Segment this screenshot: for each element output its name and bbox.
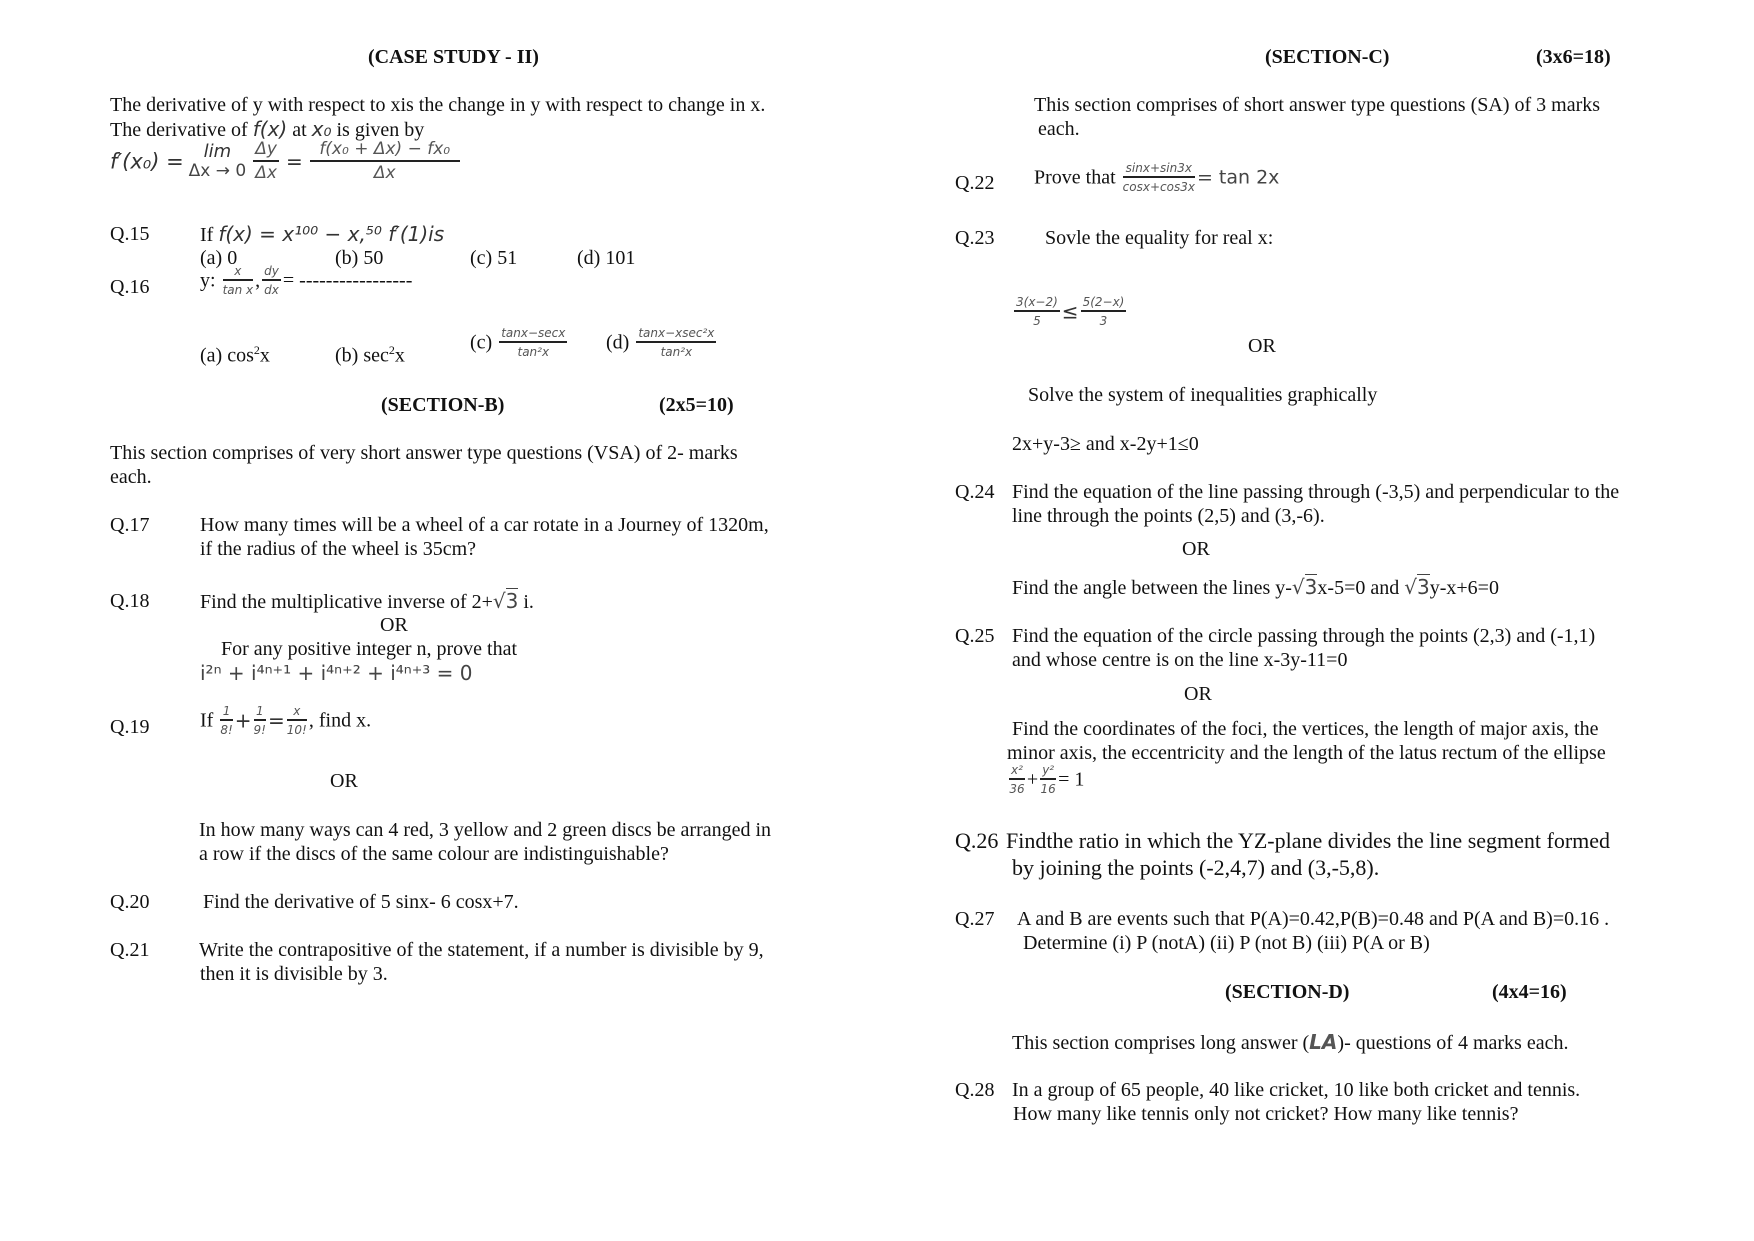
section-d-marks: (4x4=16) — [1492, 981, 1567, 1003]
ellipse-equation: $\frac{\text{x²}}{36}$ + $\frac{\text{y²}}{16}$ = 1 — [1009, 763, 1085, 796]
section-b-title: (SECTION-B) — [381, 394, 505, 416]
q21-line-2: then it is divisible by 3. — [200, 963, 388, 985]
q19-alt-line-2: a row if the discs of the same colour are indistinguishable? — [199, 843, 669, 865]
q17-line-2: if the radius of the wheel is 35cm? — [200, 538, 477, 560]
x0-math: x₀ — [311, 117, 332, 141]
q28-label: Q.28 — [955, 1079, 995, 1101]
q26-label: Q.26 — [955, 828, 999, 853]
q19-or: OR — [330, 770, 358, 792]
q18-label: Q.18 — [110, 590, 150, 612]
q23-alt-line-1: Solve the system of inequalities graphically — [1028, 384, 1378, 406]
q15-label: Q.15 — [110, 223, 150, 245]
q16-text: y: $\frac{x}{\text{tan x}}$ , $\frac{dy}{dx}$ = ----------------- — [200, 264, 413, 297]
q25-alt-line-1: Find the coordinates of the foci, the vertices, the length of major axis, the — [1012, 718, 1599, 740]
q16-option-b: (b) $\sec^2x$ — [335, 343, 405, 367]
intro-line-1: The derivative of y with respect to xis the change in y with respect to change in x. — [110, 94, 766, 116]
sqrt-3: √3 — [492, 589, 519, 613]
section-d-title: (SECTION-D) — [1225, 981, 1350, 1003]
q21-label: Q.21 — [110, 939, 150, 961]
q18-or: OR — [380, 614, 408, 636]
q22-label: Q.22 — [955, 172, 995, 194]
section-b-marks: (2x5=10) — [659, 394, 734, 416]
q23-label: Q.23 — [955, 227, 995, 249]
q24-line-1: Find the equation of the line passing through (-3,5) and perpendicular to the — [1012, 481, 1620, 503]
q15-option-c: (c) 51 — [470, 247, 518, 269]
q20-label: Q.20 — [110, 891, 150, 913]
q18-text: Find the multiplicative inverse of 2+√3 i. — [200, 589, 534, 613]
q25-or: OR — [1184, 683, 1212, 705]
q18-alt-line-1: For any positive integer n, prove that — [221, 638, 518, 660]
q19-alt-line-1: In how many ways can 4 red, 3 yellow and 2 green discs be arranged in — [199, 819, 772, 841]
q19-text: If $\frac{1}{8!}$ + $\frac{1}{9!}$ = $\frac{x}{10!}$ , find x. — [200, 704, 372, 737]
q23-or: OR — [1248, 335, 1276, 357]
q24-line-2: line through the points (2,5) and (3,-6). — [1012, 505, 1325, 527]
q25-alt-line-2: minor axis, the eccentricity and the length of the latus rectum of the ellipse — [1007, 742, 1606, 764]
q23-text: Sovle the equality for real x: — [1045, 227, 1274, 249]
q28-line-2: How many like tennis only not cricket? How many like tennis? — [1013, 1103, 1519, 1125]
q25-label: Q.25 — [955, 625, 995, 647]
section-c-marks: (3x6=18) — [1536, 46, 1611, 68]
dy-dx-fraction: $\frac{\Delta y}{\Delta x}$ — [255, 139, 277, 183]
q15-option-d: (d) 101 — [577, 247, 636, 269]
q27-line-2: Determine (i) P (notA) (ii) P (not B) (iii) P(A or B) — [1023, 932, 1430, 954]
q26-line-1: Findthe ratio in which the YZ-plane divides the line segment formed — [1006, 828, 1611, 853]
q16-option-d: (d) $\frac{\text{tanx−xsec²x}}{\text{tan²x}}$ — [606, 326, 715, 359]
q17-label: Q.17 — [110, 514, 150, 536]
section-c-desc-line-1: This section comprises of short answer type questions (SA) of 3 marks — [1034, 94, 1601, 116]
derivative-definition-formula: f′(x₀) = lim Δx → 0 $\frac{\Delta y}{\Delta x}$ = $\frac{\text{f(x₀ + Δx) − fx₀}}{\Delta x}$ — [110, 141, 462, 193]
q25-line-2: and whose centre is on the line x-3y-11=0 — [1012, 649, 1348, 671]
q25-line-1: Find the equation of the circle passing through the points (2,3) and (-1,1) — [1012, 625, 1596, 647]
section-c-desc-line-2: each. — [1038, 118, 1080, 140]
q21-line-1: Write the contrapositive of the statement, if a number is divisible by 9, — [199, 939, 764, 961]
q15-text: If f(x) = x¹⁰⁰ − x,⁵⁰ f′(1)is — [200, 222, 445, 246]
section-c-title: (SECTION-C) — [1265, 46, 1390, 68]
q23-inequality: $\frac{3(x-2)}{5}$ ≤ $\frac{5(2-x)}{3}$ — [1016, 295, 1125, 328]
q24-or: OR — [1182, 538, 1210, 560]
q18-alt-formula: i²ⁿ + i⁴ⁿ⁺¹ + i⁴ⁿ⁺² + i⁴ⁿ⁺³ = 0 — [200, 661, 473, 685]
fx-math: f(x) — [252, 117, 288, 141]
q27-label: Q.27 — [955, 908, 995, 930]
section-b-desc-line-2: each. — [110, 466, 152, 488]
section-b-desc-line-1: This section comprises of very short answer type questions (VSA) of 2- marks — [110, 442, 738, 464]
q16-option-c: (c) $\frac{\tan x-\sec x}{\text{tan²x}}$ — [470, 326, 566, 359]
q20-text: Find the derivative of 5 sinx- 6 cosx+7. — [203, 891, 519, 913]
q24-label: Q.24 — [955, 481, 995, 503]
q22-text: Prove that $\frac{\sin x+\sin 3x}{\cos x+\cos 3x}$ = tan 2x — [1034, 161, 1280, 194]
q17-line-1: How many times will be a wheel of a car rotate in a Journey of 1320m, — [200, 514, 769, 536]
section-d-desc: This section comprises long answer (LA)- questions of 4 marks each. — [1012, 1030, 1569, 1054]
q24-alt: Find the angle between the lines y-√3x-5=0 and √3y-x+6=0 — [1012, 575, 1499, 599]
q16-option-a: (a) $\cos^2x$ — [200, 343, 270, 367]
q19-label: Q.19 — [110, 716, 150, 738]
case-study-title: (CASE STUDY - II) — [368, 46, 539, 68]
q16-label: Q.16 — [110, 276, 150, 298]
q28-line-1: In a group of 65 people, 40 like cricket, 10 like both cricket and tennis. — [1012, 1079, 1581, 1101]
difference-quotient-fraction: $\frac{\text{f(x₀ + Δx) − fx₀}}{\Delta x}$ — [310, 141, 460, 182]
q15-option-a: (a) 0 — [200, 247, 238, 269]
intro-line-2: The derivative of f(x) at x₀ is given by — [110, 117, 425, 141]
q23-alt-line-2: 2x+y-3≥ and x-2y+1≤0 — [1012, 433, 1199, 455]
q26-line-2: by joining the points (-2,4,7) and (3,-5,8). — [1012, 855, 1380, 880]
q27-line-1: A and B are events such that P(A)=0.42,P(B)=0.48 and P(A and B)=0.16 . — [1017, 908, 1610, 930]
q15-option-b: (b) 50 — [335, 247, 384, 269]
